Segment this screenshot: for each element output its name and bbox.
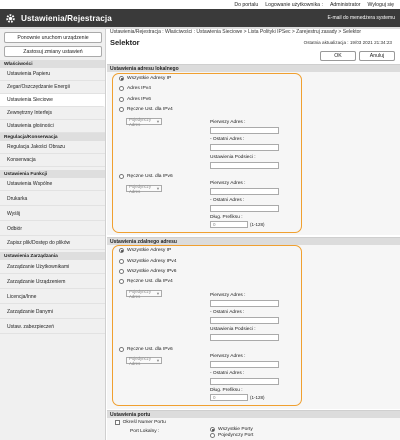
local-ipv6-last-label: - Ostatni Adres : — [210, 198, 245, 203]
restart-device-button[interactable]: Ponownie uruchom urządzenie — [4, 32, 102, 43]
page-title: Selektor — [110, 38, 140, 47]
sidebar-item-image-quality[interactable]: Regulacja Jakości Obrazu — [0, 141, 105, 154]
radio-icon[interactable] — [119, 97, 124, 102]
sidebar-item-common[interactable]: Ustawienia Wspólne — [0, 178, 105, 191]
local-all-ip[interactable]: Wszystkie Adresy IP — [119, 76, 171, 81]
remote-all-ipv6[interactable]: Wszystkie Adresy IPv6 — [119, 269, 176, 274]
remote-prefix-input[interactable]: 0 — [210, 394, 248, 401]
sidebar-item-timer[interactable]: Zegar/Oszczędzanie Energii — [0, 81, 105, 94]
sidebar-group-properties: Właściwości — [0, 60, 105, 68]
last-updated: Ostatnia aktualizacja : 19/03 2021 21:34:23 — [303, 40, 392, 45]
sidebar-group-functions: Ustawienia Funkcji — [0, 170, 105, 178]
remote-ipv4-subnet-input[interactable] — [210, 334, 279, 341]
remote-ipv4-first-label: Pierwszy Adres : — [210, 293, 246, 298]
app-title: Ustawienia/Rejestracja — [21, 13, 112, 23]
radio-icon[interactable] — [210, 433, 215, 438]
radio-icon[interactable] — [119, 86, 124, 91]
local-ipv4-first-input[interactable] — [210, 127, 279, 134]
chevron-down-icon: ▼ — [156, 186, 160, 191]
remote-prefix-range: (1-128) — [250, 395, 265, 400]
local-ipv6-first-label: Pierwszy Adres : — [210, 181, 246, 186]
sidebar-item-file-access[interactable]: Zapisz plik/Dostęp do plików — [0, 237, 105, 250]
sidebar-group-management: Ustawienia Zarządzania — [0, 252, 105, 260]
specify-port[interactable]: Określ Numer Portu — [115, 420, 166, 425]
remote-prefix-label: Dług. Prefiksu : — [210, 388, 243, 393]
remote-manual-ipv4[interactable]: Ręczne Ust. dla IPv4 — [119, 279, 173, 284]
local-prefix-input[interactable]: 0 — [210, 221, 248, 228]
local-ipv6-last-input[interactable] — [210, 205, 279, 212]
remote-ipv6-first-input[interactable] — [210, 361, 279, 368]
local-port-label: Port Lokalny : — [130, 429, 160, 434]
cancel-button[interactable]: Anuluj — [359, 51, 395, 61]
chevron-down-icon: ▼ — [156, 291, 160, 296]
local-ipv6-first-input[interactable] — [210, 188, 279, 195]
local-ipv6[interactable]: Adres IPv6 — [119, 97, 151, 102]
local-ipv4-subnet-label: Ustawienia Podsieci : — [210, 155, 256, 160]
sidebar-item-network[interactable]: Ustawienia Sieciowe — [0, 94, 105, 107]
sidebar-item-data[interactable]: Zarządzanie Danymi — [0, 306, 105, 319]
checkbox-icon[interactable] — [115, 420, 120, 425]
port-all[interactable]: Wszystkie Porty — [210, 427, 253, 432]
remote-manual-ipv6[interactable]: Ręczne Ust. dla IPv6 — [119, 347, 173, 352]
radio-selected-icon[interactable] — [119, 76, 124, 81]
remote-all-ip[interactable]: Wszystkie Adresy IP — [119, 248, 171, 253]
sidebar-item-users[interactable]: Zarządzanie Użytkownikami — [0, 261, 105, 274]
login-user-label: Logowanie użytkownika : — [265, 1, 323, 8]
local-manual-ipv4[interactable]: Ręczne Ust. dla IPv4 — [119, 107, 173, 112]
local-address-header: Ustawienia adresu lokalnego — [107, 64, 400, 72]
sidebar-item-device[interactable]: Zarządzanie Urządzeniem — [0, 276, 105, 289]
local-ipv6-type-select[interactable]: Pojedynczy Adres ▼ — [126, 185, 162, 192]
port-header: Ustawienia portu — [107, 410, 400, 418]
local-ipv4-last-input[interactable] — [210, 144, 279, 151]
gear-icon — [5, 13, 16, 24]
radio-icon[interactable] — [119, 269, 124, 274]
sidebar-item-volume[interactable]: Ustawienia głośności — [0, 120, 105, 133]
local-ipv4-type-select[interactable]: Pojedynczy Adres ▼ — [126, 118, 162, 125]
sidebar-group-maintenance: Regulacja/Konserwacja — [0, 133, 105, 141]
local-ipv4-first-label: Pierwszy Adres : — [210, 120, 246, 125]
port-single[interactable]: Pojedynczy Port — [210, 433, 253, 438]
radio-selected-icon[interactable] — [210, 427, 215, 432]
sidebar-item-paper[interactable]: Ustawienia Papieru — [0, 68, 105, 81]
sidebar-item-security[interactable]: Ustaw. zabezpieczeń — [0, 321, 105, 334]
remote-ipv4-last-input[interactable] — [210, 317, 279, 324]
logout-link[interactable]: Wyloguj się — [367, 1, 394, 8]
radio-icon[interactable] — [119, 279, 124, 284]
local-ipv4-last-label: - Ostatni Adres : — [210, 137, 245, 142]
mail-admin-link[interactable]: E-mail do menedżera systemu — [327, 15, 395, 21]
sidebar — [0, 29, 106, 440]
main-content — [107, 29, 400, 440]
radio-icon[interactable] — [119, 107, 124, 112]
ok-button[interactable]: OK — [320, 51, 356, 61]
local-prefix-label: Dług. Prefiksu : — [210, 215, 243, 220]
remote-address-header: Ustawienia zdalnego adresu — [107, 237, 400, 245]
remote-ipv4-last-label: - Ostatni Adres : — [210, 310, 245, 315]
portal-link[interactable]: Do portalu — [234, 1, 259, 8]
sidebar-item-send[interactable]: Wyślij — [0, 208, 105, 221]
local-prefix-range: (1-128) — [250, 222, 265, 227]
apply-changes-button[interactable]: Zastosuj zmiany ustawień — [4, 46, 102, 57]
radio-selected-icon[interactable] — [119, 248, 124, 253]
sidebar-item-receive[interactable]: Odbiór — [0, 223, 105, 236]
user-name: Administrator — [329, 1, 361, 8]
local-manual-ipv6[interactable]: Ręczne Ust. dla IPv6 — [119, 174, 173, 179]
remote-ipv6-last-label: - Ostatni Adres : — [210, 371, 245, 376]
sidebar-item-printer[interactable]: Drukarka — [0, 193, 105, 206]
sidebar-item-license[interactable]: Licencja/Inne — [0, 291, 105, 304]
radio-icon[interactable] — [119, 347, 124, 352]
sidebar-item-interface[interactable]: Zewnętrzny Interfejs — [0, 107, 105, 120]
sidebar-item-maintenance[interactable]: Konserwacja — [0, 154, 105, 167]
remote-ipv6-type-select[interactable]: Pojedynczy Adres ▼ — [126, 357, 162, 364]
chevron-down-icon: ▼ — [156, 119, 160, 124]
radio-icon[interactable] — [119, 174, 124, 179]
radio-icon[interactable] — [119, 259, 124, 264]
remote-ipv4-subnet-label: Ustawienia Podsieci : — [210, 327, 256, 332]
remote-ipv6-first-label: Pierwszy Adres : — [210, 354, 246, 359]
chevron-down-icon: ▼ — [156, 358, 160, 363]
top-bar — [0, 0, 400, 9]
remote-ipv4-type-select[interactable]: Pojedynczy Adres ▼ — [126, 290, 162, 297]
app-header — [0, 9, 400, 27]
breadcrumb: Ustawienia/Rejestracja : Właściwości : Ustawienia Sieciowe > Lista Polityki IPSec > Zarejestruj zasady > Selektor — [110, 29, 362, 35]
remote-ipv6-last-input[interactable] — [210, 378, 279, 385]
local-ipv4-subnet-input[interactable] — [210, 162, 279, 169]
remote-ipv4-first-input[interactable] — [210, 300, 279, 307]
local-ipv4[interactable]: Adres IPv4 — [119, 86, 151, 91]
remote-all-ipv4[interactable]: Wszystkie Adresy IPv4 — [119, 259, 176, 264]
